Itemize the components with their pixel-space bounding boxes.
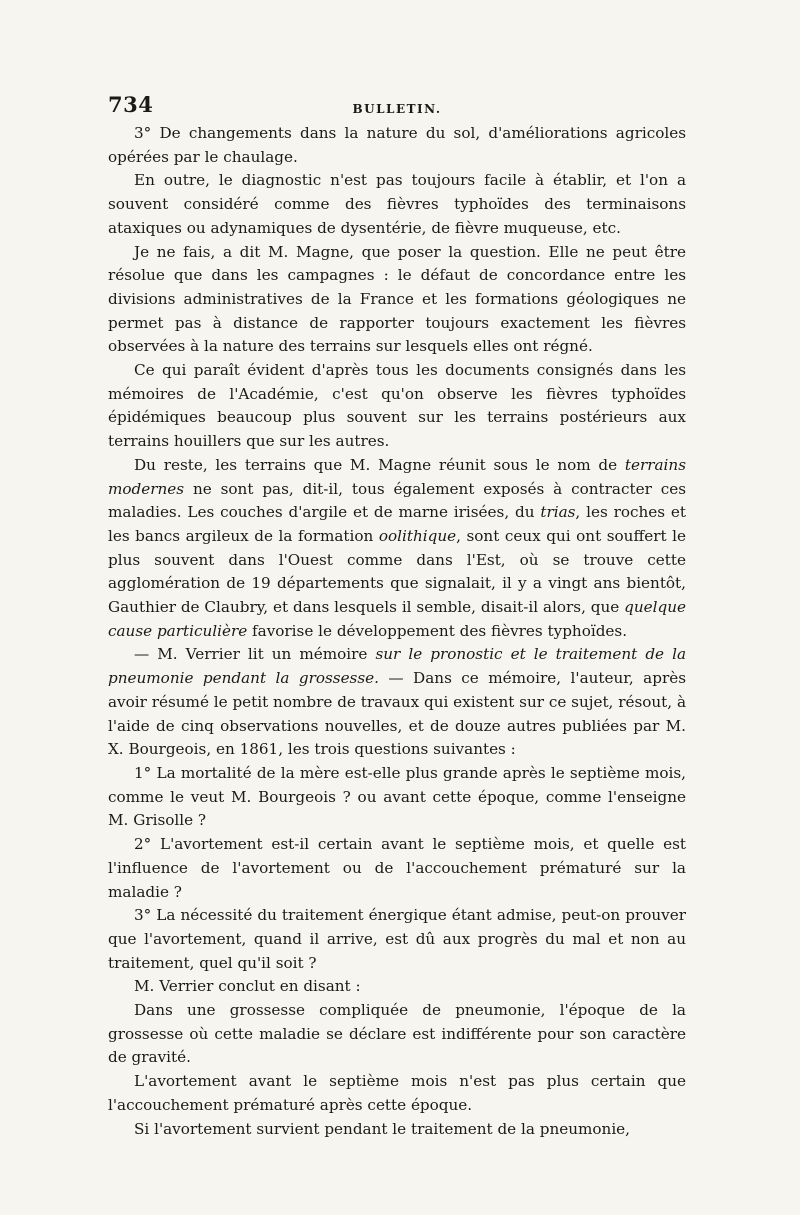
paragraph [108,833,686,904]
text-run: M. Verrier conclut en disant : [134,977,361,996]
paragraph [108,454,686,644]
italic-text: trias [540,503,576,522]
text-run: L'avortement avant le septième mois n'est pas plus certain que l'accouchement prématuré après cette époque. [108,1072,686,1114]
text-run: 3° La nécessité du traitement énergique étant admise, peut-on prouver que l'avortement, quand il arrive, est dû aux progrès du mal et non au traitement, quel qu'il soit ? [108,906,686,972]
paragraph [108,1070,686,1117]
paragraph [108,643,686,762]
text-run: ne sont pas, dit-il, tous également exposés à contracter ces maladies. Les couches d'argile et de marne irisées, du [108,479,686,522]
text-run: Ce qui paraît évident d'après tous les documents consignés dans les mémoires de l'Académie, c'est qu'on observe les fièvres typhoïdes épidémiques beaucoup plus souvent sur les terrains postérieurs aux terrains houillers que sur les autres. [108,361,686,451]
text-run: Du reste, les terrains que M. Magne réunit sous le nom de [134,455,625,474]
page-header [108,92,686,122]
text-run: Je ne fais, a dit M. Magne, que poser la question. Elle ne peut être résolue que dans les campagnes : le défaut de concordance entre les divisions administratives de la France et les formations géologiques ne permet pas à distance de rapporter toujours exactement les fièvres observées à la nature des terrains sur lesquels elles ont régné. [108,242,686,356]
text-run: , sont ceux qui ont souffert le plus souvent dans l'Ouest comme dans l'Est, où se trouve cette agglomération de 19 départements que signalait, il y a vingt ans bientôt, Gauthier de Claubry, et dans lesquels il semble, disait-il alors, que [108,526,686,617]
paragraph [108,999,686,1070]
running-head: BULLETIN. [352,102,442,116]
paragraph [108,359,686,454]
text-run: En outre, le diagnostic n'est pas toujours facile à établir, et l'on a souvent considéré comme des fièvres typhoïdes des terminaisons ataxiques ou adynamiques de dysentérie, de fièvre muqueuse, etc. [108,171,686,237]
text-run: Dans une grossesse compliquée de pneumonie, l'époque de la grossesse où cette maladie se déclare est indifférente pour son caractère de gravité. [108,1001,686,1067]
paragraph [108,169,686,240]
italic-text: sur le pronostic et le traitement de la pneumonie pendant la grossesse. [108,645,687,688]
italic-text: terrains modernes [108,455,686,498]
text-run: — Dans ce mémoire, l'auteur, après avoir résumé le petit nombre de travaux qui existent sur ce sujet, résout, à l'aide de cinq observations nouvelles, et de douze autres publiées par M. X. Bourgeois, en 1861, les trois questions suivantes : [108,669,686,759]
paragraph [108,122,686,169]
text-run: 3° De changements dans la nature du sol, d'améliorations agricoles opérées par le chaulage. [108,124,686,166]
paragraph [108,904,686,975]
text-run: , les roches et les bancs argileux de la formation [108,503,686,545]
paragraph [108,1118,686,1142]
text-run: 1° La mortalité de la mère est-elle plus grande après le septième mois, comme le veut M. Bourgeois ? ou avant cette époque, comme l'enseigne M. Grisolle ? [108,763,686,830]
text-run: favorise le développement des fièvres typhoïdes. [247,621,628,640]
text-run: — M. Verrier lit un mémoire [134,645,376,664]
paragraph [108,241,686,360]
italic-text: oolithique [378,526,457,545]
page-number: 734 [108,92,154,117]
paragraph [108,975,686,999]
text-run: 2° L'avortement est-il certain avant le septième mois, et quelle est l'influence de l'avortement ou de l'accouchement prématuré sur la maladie ? [108,835,686,901]
italic-text: quelque cause particulière [108,598,686,640]
document-page [108,92,686,1141]
body-text [108,122,686,1141]
paragraph [108,762,686,833]
text-run: Si l'avortement survient pendant le traitement de la pneumonie, [134,1119,630,1138]
